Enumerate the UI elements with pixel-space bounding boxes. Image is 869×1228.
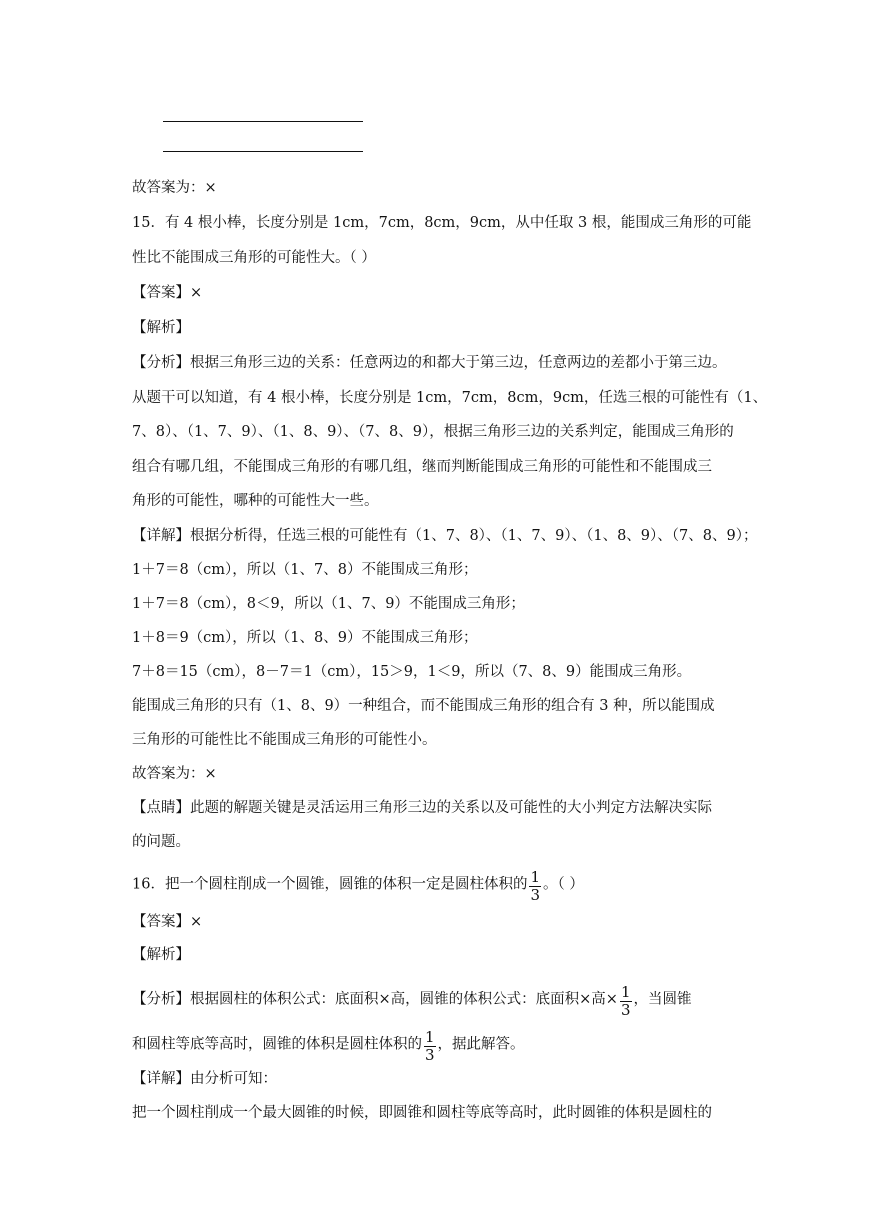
q15-fenxi-line-3: 7、8）、（1、7、9）、（1、8、9）、（7、8、9），根据三角形三边的关系判定，能围成三角形的: [132, 424, 734, 440]
q15-answer: 【答案】×: [132, 285, 203, 301]
q15-fenxi-line-5: 角形的可能性，哪种的可能性大一些。: [132, 493, 379, 509]
fraction-numerator: 1: [530, 868, 540, 886]
q16-fenxi-text-2a: 和圆柱等底等高时，圆锥的体积是圆柱体积的: [132, 1036, 422, 1053]
q16-fenxi-line-1: [132, 982, 692, 1017]
q15-xiangjie-line-3: 1＋7＝8（cm），8＜9，所以（1、7、9）不能围成三角形；: [132, 596, 525, 612]
q15-analysis-heading: 【解析】: [132, 320, 190, 336]
q16-fenxi-line-2: [132, 1027, 525, 1062]
q15-xiangjie-line-6: 能围成三角形的只有（1、8、9）一种组合，而不能围成三角形的组合有 3 种，所以能围成: [132, 698, 715, 714]
q16-answer: 【答案】×: [132, 914, 203, 930]
fraction-numerator: 1: [425, 1028, 435, 1046]
q14-conclusion: 故答案为：×: [132, 180, 217, 196]
q15-conclusion: 故答案为：×: [132, 766, 217, 782]
q16-xiangjie-line-1: 【详解】由分析可知：: [132, 1071, 277, 1087]
q16-stem: [132, 867, 584, 902]
fraction-denominator: 3: [425, 1046, 435, 1064]
answer-blank-line-2: [163, 151, 363, 152]
q15-fenxi-line-2: 从题干可以知道，有 4 根小棒，长度分别是 1cm，7cm，8cm，9cm，任选三根的可能性有（1、: [132, 390, 768, 406]
q16-fenxi-text-2b: ，据此解答。: [437, 1036, 525, 1053]
q15-dianjing-line-2: 的问题。: [132, 834, 190, 850]
q15-dianjing-line-1: 【点睛】此题的解题关键是灵活运用三角形三边的关系以及可能性的大小判定方法解决实际: [132, 800, 712, 816]
q15-fenxi-line-1: 【分析】根据三角形三边的关系：任意两边的和都大于第三边，任意两边的差都小于第三边。: [132, 355, 727, 371]
q16-analysis-heading: 【解析】: [132, 947, 190, 963]
q16-fenxi-text-1b: ，当圆锥: [633, 991, 692, 1008]
q16-stem-text-b: 。（ ）: [543, 876, 584, 893]
q15-xiangjie-line-2: 1＋7＝8（cm），所以（1、7、8）不能围成三角形；: [132, 562, 478, 578]
fraction-one-third: [620, 984, 632, 1019]
q15-xiangjie-line-5: 7＋8＝15（cm），8－7＝1（cm），15＞9，1＜9，所以（7、8、9）能围成三角形。: [132, 664, 692, 680]
q15-xiangjie-line-1: 【详解】根据分析得，任选三根的可能性有（1、7、8）、（1、7、9）、（1、8、9）、（7、8、9）；: [132, 528, 758, 544]
answer-blank-line-1: [163, 121, 363, 122]
q16-stem-text-a: 16．把一个圆柱削成一个圆锥，圆锥的体积一定是圆柱体积的: [132, 876, 528, 893]
q16-fenxi-text-1a: 【分析】根据圆柱的体积公式：底面积×高，圆锥的体积公式：底面积×高×: [132, 991, 618, 1008]
fraction-one-third: [424, 1029, 436, 1064]
q15-xiangjie-line-4: 1＋8＝9（cm），所以（1、8、9）不能围成三角形；: [132, 630, 478, 646]
fraction-numerator: 1: [620, 983, 631, 1001]
q16-xiangjie-line-2: 把一个圆柱削成一个最大圆锥的时候，即圆锥和圆柱等底等高时，此时圆锥的体积是圆柱的: [132, 1105, 712, 1121]
q15-xiangjie-line-7: 三角形的可能性比不能围成三角形的可能性小。: [132, 732, 437, 748]
fraction-one-third: [529, 869, 541, 904]
fraction-denominator: 3: [620, 1001, 631, 1019]
q15-fenxi-line-4: 组合有哪几组，不能围成三角形的有哪几组，继而判断能围成三角形的可能性和不能围成三: [132, 459, 712, 475]
q15-stem-line-2: 性比不能围成三角形的可能性大。（ ）: [132, 250, 376, 266]
fraction-denominator: 3: [530, 886, 540, 904]
q15-stem-line-1: 15．有 4 根小棒，长度分别是 1cm，7cm，8cm，9cm，从中任取 3 根，能围成三角形的可能: [132, 215, 752, 231]
